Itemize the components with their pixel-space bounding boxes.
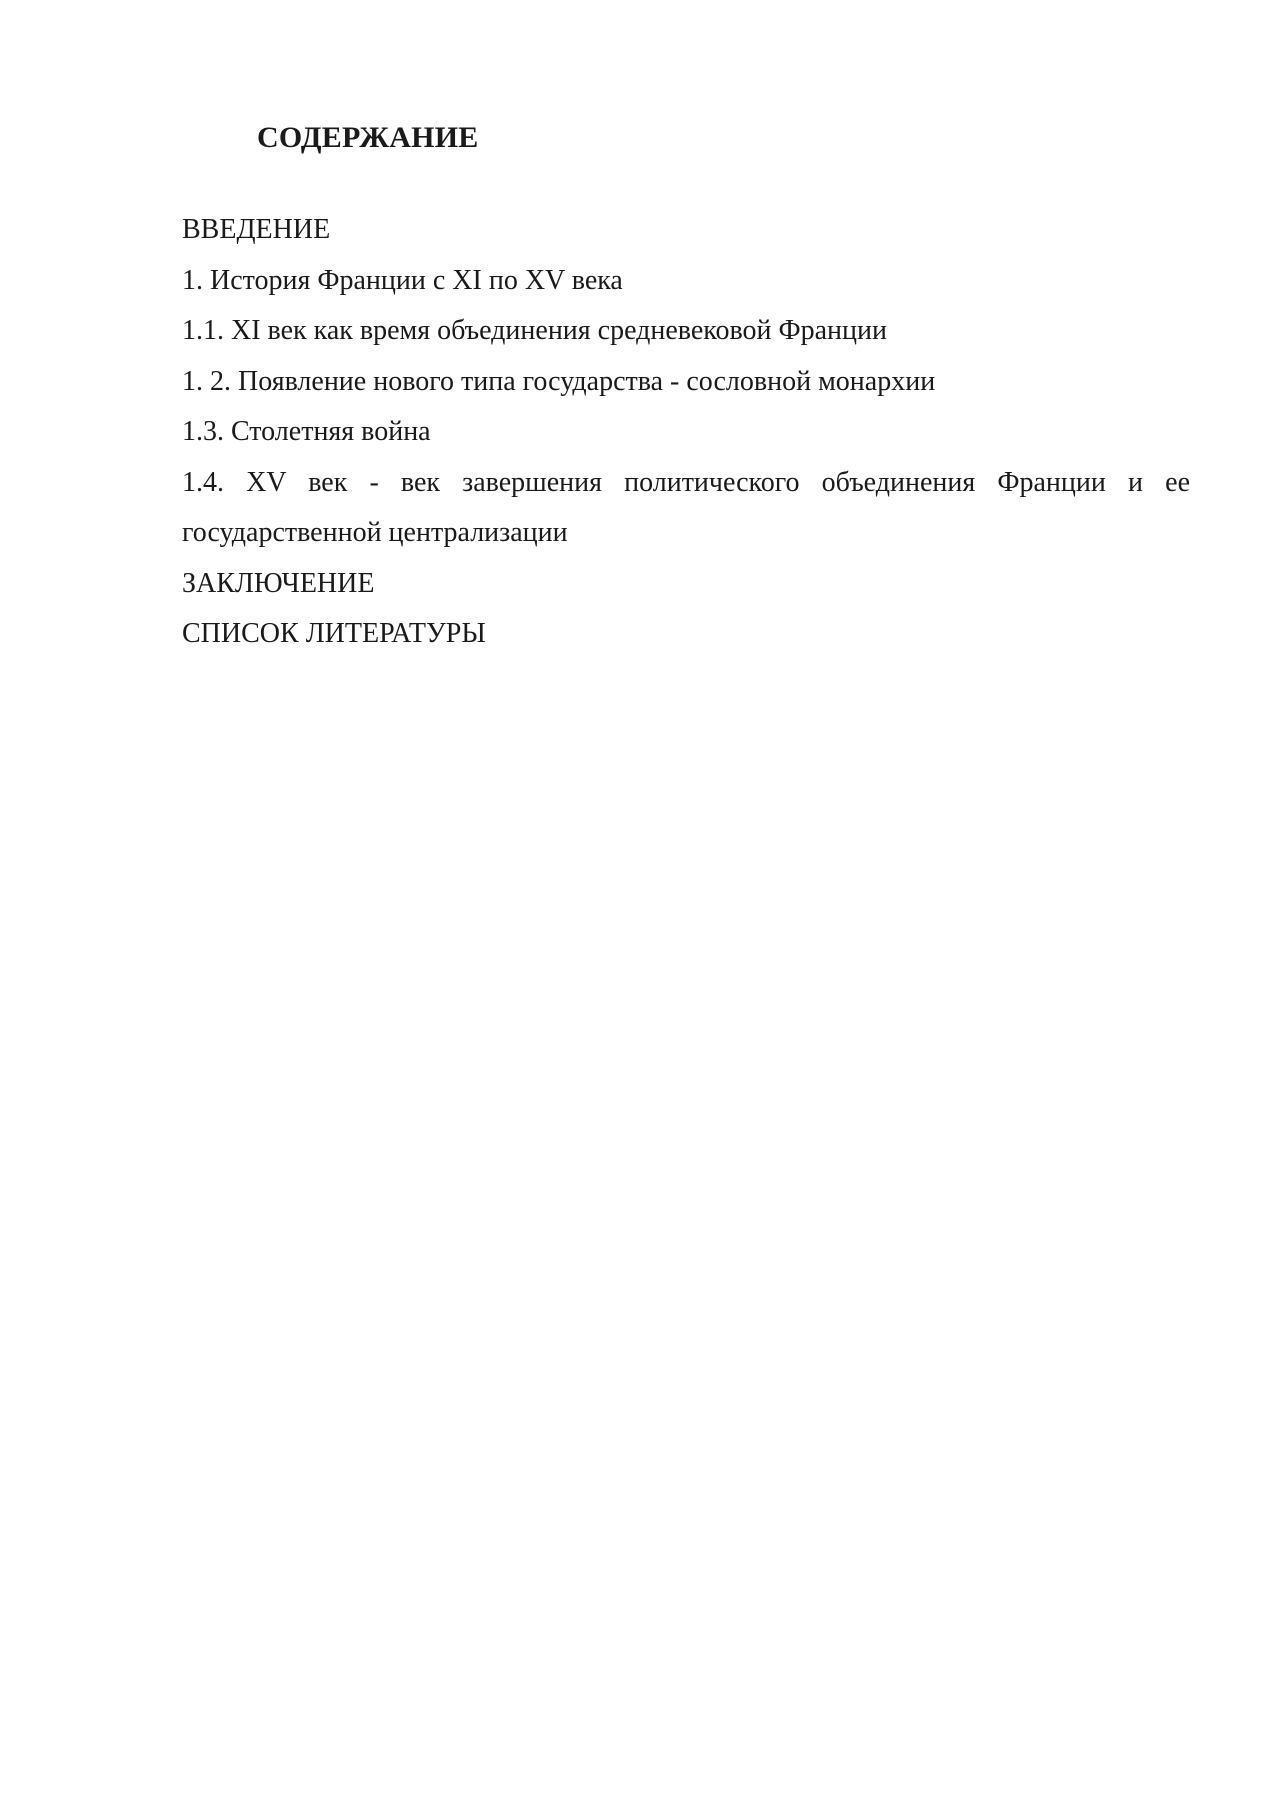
toc-item-chapter-1: 1. История Франции с XI по XV века (182, 264, 623, 296)
toc-item-bibliography: СПИСОК ЛИТЕРАТУРЫ (182, 618, 486, 649)
toc-list (182, 205, 1190, 660)
toc-item-section-1-3: 1.3. Столетняя война (182, 416, 431, 447)
toc-item-introduction: ВВЕДЕНИЕ (182, 214, 331, 245)
toc-item-conclusion: ЗАКЛЮЧЕНИЕ (182, 567, 375, 599)
toc-item-section-1-2: 1. 2. Появление нового типа государства - сословной монархии (182, 365, 936, 397)
toc-item-section-1-1: 1.1. XI век как время объединения средневековой Франции (182, 315, 887, 346)
toc-item-section-1-4: 1.4. XV век - век завершения политического объединения Франции и ее государственной централизации (182, 466, 1190, 548)
toc-title: СОДЕРЖАНИЕ (257, 121, 479, 154)
